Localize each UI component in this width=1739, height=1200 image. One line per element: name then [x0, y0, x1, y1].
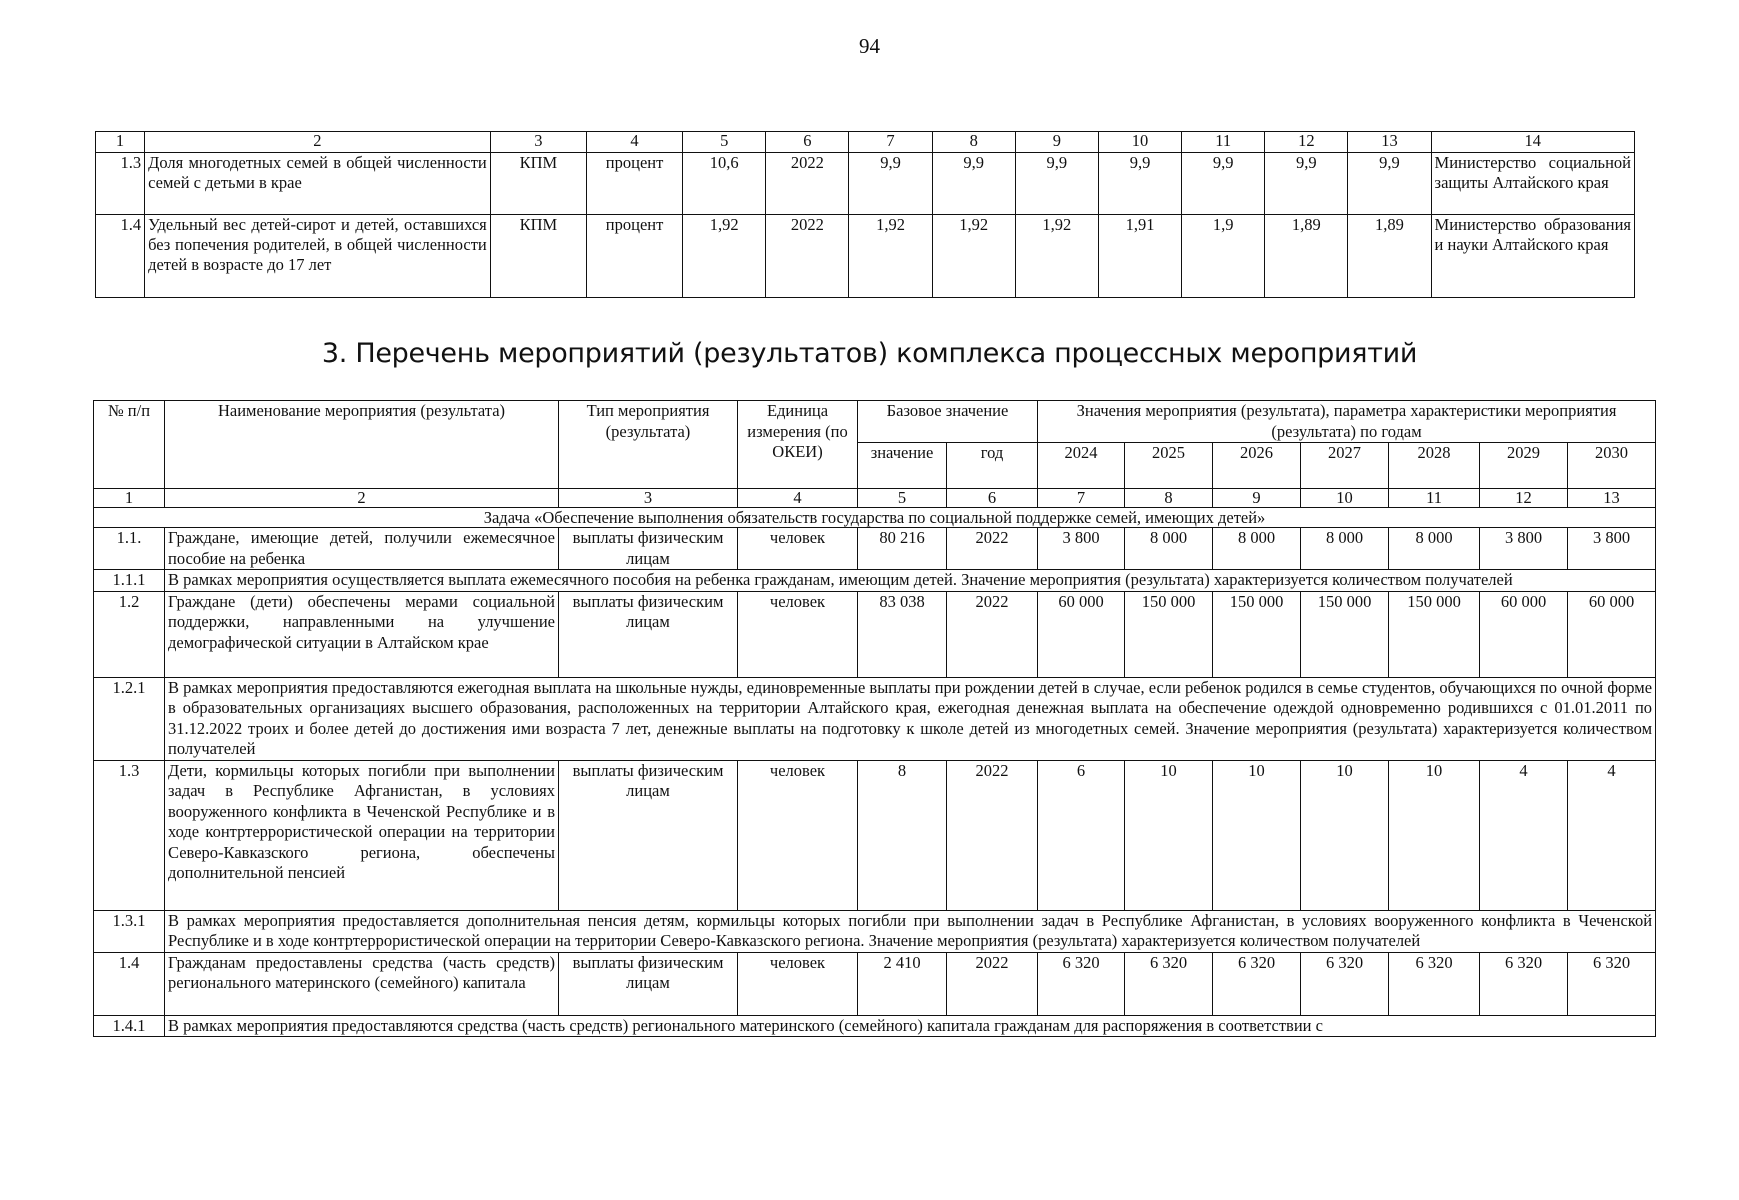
year-value: 60 000 — [1038, 591, 1125, 677]
col-number: 11 — [1182, 132, 1265, 153]
measure-row — [94, 528, 1656, 570]
header-year: 2028 — [1389, 443, 1480, 489]
header-year: 2027 — [1301, 443, 1389, 489]
col-number: 13 — [1348, 132, 1431, 153]
col-number: 5 — [858, 489, 947, 508]
col-number: 14 — [1431, 132, 1634, 153]
measure-type: выплаты физическим лицам — [559, 528, 738, 570]
header-base-year: год — [947, 443, 1038, 489]
base-value: 2 410 — [858, 952, 947, 1015]
indicator-unit: процент — [586, 215, 682, 298]
value-cell: 2022 — [766, 153, 849, 215]
measure-description-row — [94, 910, 1656, 952]
year-value: 150 000 — [1301, 591, 1389, 677]
header-values: Значения мероприятия (результата), параметра характеристики мероприятия (результата) по годам — [1038, 401, 1656, 443]
value-cell: 10,6 — [683, 153, 766, 215]
header-name: Наименование мероприятия (результата) — [165, 401, 559, 489]
row-number: 1.4 — [94, 952, 165, 1015]
year-value: 6 320 — [1125, 952, 1213, 1015]
indicator-unit: процент — [586, 153, 682, 215]
year-value: 4 — [1568, 760, 1656, 910]
value-cell: 9,9 — [1182, 153, 1265, 215]
measure-type: выплаты физическим лицам — [559, 760, 738, 910]
indicators-table — [95, 131, 1635, 298]
col-number: 12 — [1480, 489, 1568, 508]
measure-name: Дети, кормильцы которых погибли при выполнении задач в Республике Афганистан, в условиях вооруженного конфликта в Чеченской Республике и в ходе контртеррористической операции на территории Северо-Кавказского региона, обеспечены дополнительной пенсией — [165, 760, 559, 910]
col-number: 5 — [683, 132, 766, 153]
year-value: 6 320 — [1301, 952, 1389, 1015]
row-number: 1.3 — [94, 760, 165, 910]
indicator-row — [96, 153, 1635, 215]
base-year: 2022 — [947, 528, 1038, 570]
col-number: 9 — [1213, 489, 1301, 508]
measure-unit: человек — [738, 952, 858, 1015]
col-number: 1 — [94, 489, 165, 508]
header-year: 2025 — [1125, 443, 1213, 489]
col-number: 6 — [947, 489, 1038, 508]
col-number: 7 — [849, 132, 932, 153]
indicator-type: КПМ — [490, 153, 586, 215]
year-value: 60 000 — [1568, 591, 1656, 677]
measure-row — [94, 591, 1656, 677]
year-value: 10 — [1213, 760, 1301, 910]
year-value: 3 800 — [1038, 528, 1125, 570]
value-cell: 9,9 — [1348, 153, 1431, 215]
header-type: Тип мероприятия (результата) — [559, 401, 738, 489]
value-cell: 9,9 — [932, 153, 1015, 215]
year-value: 6 320 — [1568, 952, 1656, 1015]
col-number: 12 — [1265, 132, 1348, 153]
header-row — [94, 401, 1656, 443]
value-cell: 1,9 — [1182, 215, 1265, 298]
responsible-org: Министерство образования и науки Алтайского края — [1431, 215, 1634, 298]
measure-description: В рамках мероприятия предоставляются ежегодная выплата на школьные нужды, единовременные выплаты при рождении детей в случае, если ребенок родился в семье студентов, обучающихся по очной форме в образовательных организациях высшего образования, расположенных на территории Алтайского края, ежегодная денежная выплата на обеспечение одеждой одновременно родившихся с 01.01.2011 по 31.12.2022 троих и более детей до достижения ими возраста 7 лет, денежные выплаты на подготовку к школе детей из многодетных семей. Значение мероприятия (результата) характеризуется количеством получателей — [165, 677, 1656, 760]
col-number: 7 — [1038, 489, 1125, 508]
value-cell: 1,89 — [1348, 215, 1431, 298]
measure-unit: человек — [738, 591, 858, 677]
col-number: 8 — [932, 132, 1015, 153]
row-number: 1.2 — [94, 591, 165, 677]
year-value: 10 — [1301, 760, 1389, 910]
year-value: 8 000 — [1125, 528, 1213, 570]
base-year: 2022 — [947, 760, 1038, 910]
year-value: 6 320 — [1213, 952, 1301, 1015]
value-cell: 1,92 — [683, 215, 766, 298]
year-value: 6 320 — [1038, 952, 1125, 1015]
row-number: 1.4 — [96, 215, 145, 298]
header-base: Базовое значение — [858, 401, 1038, 443]
header-year: 2029 — [1480, 443, 1568, 489]
measure-unit: человек — [738, 760, 858, 910]
year-value: 150 000 — [1213, 591, 1301, 677]
year-value: 150 000 — [1125, 591, 1213, 677]
task-row — [94, 508, 1656, 528]
year-value: 6 — [1038, 760, 1125, 910]
measure-description-row — [94, 570, 1656, 592]
value-cell: 9,9 — [1265, 153, 1348, 215]
measure-name: Граждане (дети) обеспечены мерами социальной поддержки, направленными на улучшение демографической ситуации в Алтайском крае — [165, 591, 559, 677]
col-number: 6 — [766, 132, 849, 153]
value-cell: 9,9 — [1015, 153, 1098, 215]
value-cell: 1,92 — [849, 215, 932, 298]
header-year: 2026 — [1213, 443, 1301, 489]
header-num: № п/п — [94, 401, 165, 489]
row-number: 1.3 — [96, 153, 145, 215]
measure-name: Граждане, имеющие детей, получили ежемесячное пособие на ребенка — [165, 528, 559, 570]
year-value: 10 — [1389, 760, 1480, 910]
value-cell: 1,92 — [932, 215, 1015, 298]
base-value: 80 216 — [858, 528, 947, 570]
year-value: 8 000 — [1213, 528, 1301, 570]
task-title: Задача «Обеспечение выполнения обязательств государства по социальной поддержке семей, имеющих детей» — [94, 508, 1656, 528]
header-base-value: значение — [858, 443, 947, 489]
responsible-org: Министерство социальной защиты Алтайского края — [1431, 153, 1634, 215]
col-number: 4 — [586, 132, 682, 153]
col-number: 10 — [1098, 132, 1181, 153]
page-number: 94 — [859, 34, 880, 58]
value-cell: 9,9 — [849, 153, 932, 215]
value-cell: 1,89 — [1265, 215, 1348, 298]
year-value: 8 000 — [1301, 528, 1389, 570]
measures-table — [93, 400, 1656, 1037]
section-title: 3. Перечень мероприятий (результатов) комплекса процессных мероприятий — [321, 338, 1418, 369]
measure-description-row — [94, 677, 1656, 760]
year-value: 6 320 — [1389, 952, 1480, 1015]
value-cell: 2022 — [766, 215, 849, 298]
measure-description: В рамках мероприятия предоставляется дополнительная пенсия детям, кормильцы которых погибли при выполнении задач в Республике Афганистан, в условиях вооруженного конфликта в Чеченской Республике и в ходе контртеррористической операции на территории Северо-Кавказского региона. Значение мероприятия (результата) характеризуется количеством получателей — [165, 910, 1656, 952]
col-number: 11 — [1389, 489, 1480, 508]
indicator-row — [96, 215, 1635, 298]
value-cell: 9,9 — [1098, 153, 1181, 215]
col-number: 3 — [559, 489, 738, 508]
measure-description: В рамках мероприятия осуществляется выплата ежемесячного пособия на ребенка гражданам, имеющим детей. Значение мероприятия (результата) характеризуется количеством получателей — [165, 570, 1656, 592]
measure-unit: человек — [738, 528, 858, 570]
row-number: 1.3.1 — [94, 910, 165, 952]
row-number: 1.2.1 — [94, 677, 165, 760]
measure-name: Гражданам предоставлены средства (часть средств) регионального материнского (семейного) капитала — [165, 952, 559, 1015]
indicator-name: Удельный вес детей-сирот и детей, оставшихся без попечения родителей, в общей численности детей в возрасте до 17 лет — [145, 215, 491, 298]
measure-type: выплаты физическим лицам — [559, 591, 738, 677]
year-value: 3 800 — [1480, 528, 1568, 570]
header-year: 2030 — [1568, 443, 1656, 489]
row-number: 1.1.1 — [94, 570, 165, 592]
col-number: 8 — [1125, 489, 1213, 508]
measure-description: В рамках мероприятия предоставляются средства (часть средств) регионального материнского (семейного) капитала гражданам для распоряжения в соответствии с — [165, 1015, 1656, 1037]
column-number-row — [96, 132, 1635, 153]
header-unit: Единица измерения (по ОКЕИ) — [738, 401, 858, 489]
header-year: 2024 — [1038, 443, 1125, 489]
col-number: 3 — [490, 132, 586, 153]
col-number: 13 — [1568, 489, 1656, 508]
col-number: 2 — [145, 132, 491, 153]
measure-row — [94, 760, 1656, 910]
col-number: 10 — [1301, 489, 1389, 508]
column-number-row — [94, 489, 1656, 508]
col-number: 4 — [738, 489, 858, 508]
year-value: 10 — [1125, 760, 1213, 910]
value-cell: 1,92 — [1015, 215, 1098, 298]
base-value: 8 — [858, 760, 947, 910]
indicator-type: КПМ — [490, 215, 586, 298]
base-year: 2022 — [947, 591, 1038, 677]
value-cell: 1,91 — [1098, 215, 1181, 298]
year-value: 3 800 — [1568, 528, 1656, 570]
year-value: 6 320 — [1480, 952, 1568, 1015]
year-value: 4 — [1480, 760, 1568, 910]
base-value: 83 038 — [858, 591, 947, 677]
col-number: 2 — [165, 489, 559, 508]
col-number: 1 — [96, 132, 145, 153]
year-value: 8 000 — [1389, 528, 1480, 570]
measure-description-row — [94, 1015, 1656, 1037]
indicator-name: Доля многодетных семей в общей численности семей с детьми в крае — [145, 153, 491, 215]
row-number: 1.4.1 — [94, 1015, 165, 1037]
year-value: 60 000 — [1480, 591, 1568, 677]
col-number: 9 — [1015, 132, 1098, 153]
measure-row — [94, 952, 1656, 1015]
measure-type: выплаты физическим лицам — [559, 952, 738, 1015]
year-value: 150 000 — [1389, 591, 1480, 677]
row-number: 1.1. — [94, 528, 165, 570]
base-year: 2022 — [947, 952, 1038, 1015]
